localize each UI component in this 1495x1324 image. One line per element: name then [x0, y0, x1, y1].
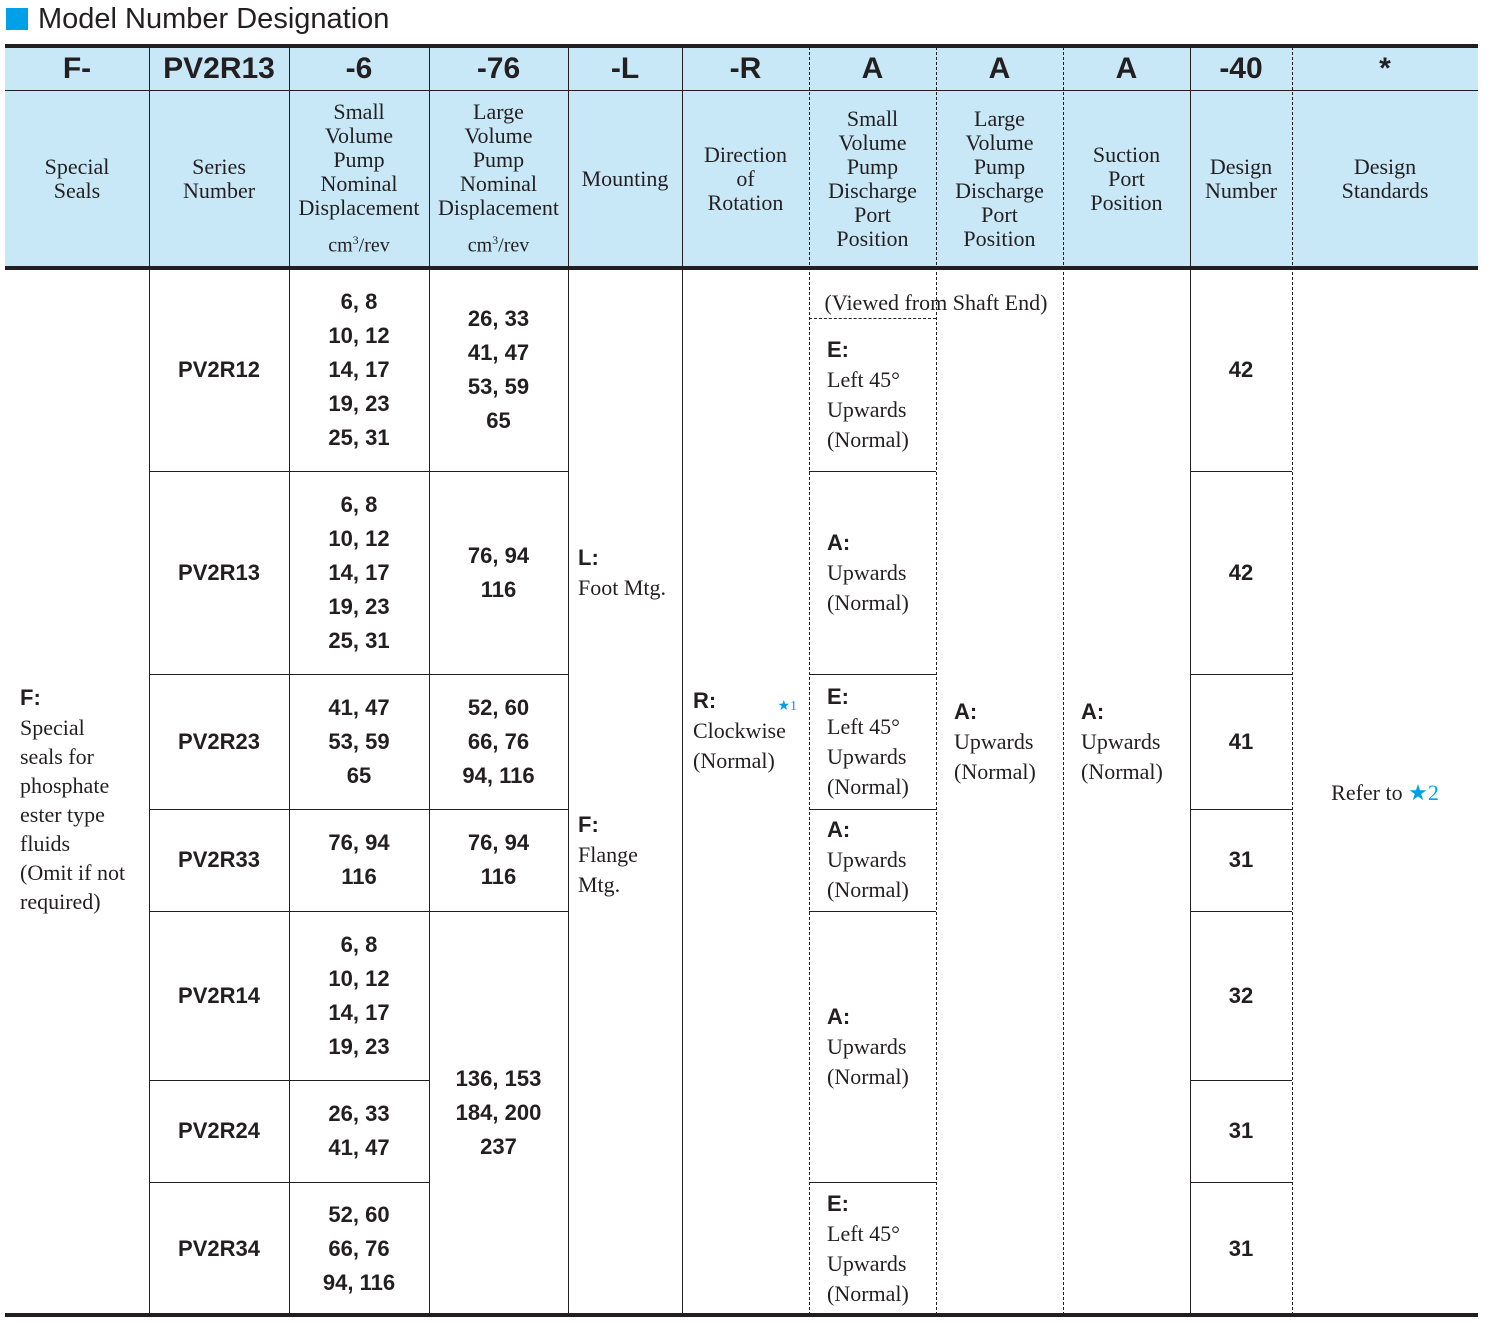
table-thick-rule: [5, 44, 1478, 48]
displacement-value: 41, 47: [328, 694, 390, 720]
option-code: F:: [578, 812, 599, 837]
design-number-cell: [1190, 268, 1292, 471]
table-rule: [809, 911, 936, 912]
title-square-icon: [6, 8, 28, 30]
large-displacement-cell: [429, 674, 568, 809]
header-small-port: [809, 90, 936, 268]
displacement-value: 53, 59: [328, 728, 390, 754]
code-cell: [1190, 47, 1292, 90]
displacement-value: 14, 17: [328, 356, 390, 382]
table-rule: [429, 809, 568, 810]
series-name: PV2R34: [178, 1235, 260, 1261]
series-cell: [149, 911, 289, 1080]
table-rule: [1190, 1182, 1292, 1183]
series-cell: [149, 1182, 289, 1315]
header-text: Position: [963, 226, 1036, 251]
header-text: Standards: [1341, 178, 1429, 203]
design-number: 31: [1228, 1235, 1254, 1261]
header-text: Design: [1209, 154, 1273, 179]
table-rule: [149, 471, 429, 472]
header-text: Port: [981, 202, 1018, 227]
design-number-cell: [1190, 1182, 1292, 1315]
displacement-value: 65: [346, 762, 372, 788]
header-large-displacement: [429, 90, 568, 268]
option-text: Upwards: [827, 559, 907, 585]
header-text: Volume: [965, 130, 1034, 155]
large-port-cell: [936, 697, 1063, 787]
option-text: Upwards: [827, 396, 907, 422]
header-text: Large: [974, 106, 1025, 131]
displacement-value: 66, 76: [328, 1235, 390, 1261]
table-rule: [1190, 47, 1191, 1315]
design-number-cell: [1190, 1080, 1292, 1182]
table-thick-rule: [5, 266, 1478, 270]
code-text: -6: [345, 51, 373, 85]
header-text: Displacement: [438, 195, 559, 221]
table-rule: [809, 47, 810, 1315]
header-text: Pump: [472, 147, 525, 173]
displacement-value: 10, 12: [328, 965, 390, 991]
header-small-displacement: [289, 90, 429, 268]
option-code: E:: [827, 1190, 849, 1216]
design-standards-text: [1331, 781, 1439, 805]
code-text: PV2R13: [163, 51, 275, 85]
displacement-value: 6, 8: [340, 931, 378, 957]
table-rule: [1190, 809, 1292, 810]
option-text: Upwards: [827, 1250, 907, 1276]
header-special-seals: [5, 90, 149, 268]
code-cell: [429, 47, 568, 90]
small-port-cell: [809, 674, 936, 809]
code-text: A: [1115, 51, 1138, 85]
displacement-value: 65: [486, 407, 511, 433]
displacement-value: 66, 76: [467, 728, 530, 754]
header-large-port: [936, 90, 1063, 268]
table-rule: [1292, 47, 1293, 1315]
table-rule: [429, 911, 568, 912]
code-text: -40: [1219, 51, 1263, 85]
option-text: Left 45°: [827, 366, 900, 392]
header-text: Large: [473, 99, 524, 125]
displacement-value: 53, 59: [467, 373, 530, 399]
displacement-value: 14, 17: [328, 559, 390, 585]
displacement-value: 19, 23: [328, 593, 390, 619]
header-text: Volume: [838, 130, 907, 155]
displacement-value: 184, 200: [455, 1100, 542, 1125]
code-cell: [5, 47, 149, 90]
table-rule: [149, 1182, 429, 1183]
series-name: PV2R24: [178, 1118, 260, 1143]
code-cell: [1063, 47, 1190, 90]
option-code: E:: [827, 683, 849, 709]
option-code: A:: [954, 699, 978, 724]
header-text: Discharge: [955, 178, 1044, 203]
displacement-value: 136, 153: [455, 1066, 542, 1091]
small-displacement-cell: [289, 471, 429, 674]
table-rule: [289, 47, 290, 1315]
displacement-value: 25, 31: [328, 627, 390, 653]
header-mounting: [568, 90, 682, 268]
option-text: Mtg.: [578, 872, 621, 897]
table-rule: [809, 674, 936, 675]
series-cell: [149, 268, 289, 471]
code-cell: [682, 47, 809, 90]
table-rule: [429, 471, 568, 472]
option-code: A:: [827, 1003, 851, 1029]
displacement-value: 6, 8: [340, 491, 378, 517]
design-number-cell: [1190, 471, 1292, 674]
small-displacement-cell: [289, 911, 429, 1080]
refer-text: Refer to: [1331, 780, 1409, 805]
displacement-value: 237: [480, 1134, 517, 1159]
design-number: 31: [1228, 1118, 1254, 1143]
displacement-value: 19, 23: [328, 390, 390, 416]
large-displacement-cell: [429, 268, 568, 471]
table-rule: [1190, 911, 1292, 912]
header-rotation: [682, 90, 809, 268]
displacement-value: 116: [480, 576, 517, 602]
option-text: Upwards: [827, 1033, 907, 1059]
table-rule: [429, 47, 430, 1315]
displacement-value: 41, 47: [328, 1135, 390, 1160]
option-text: Left 45°: [827, 1220, 900, 1246]
table-rule: [809, 1182, 936, 1183]
table-rule: [1190, 1080, 1292, 1081]
code-cell: [936, 47, 1063, 90]
table-rule: [936, 47, 937, 1315]
series-cell: [149, 1080, 289, 1182]
design-number-cell: [1190, 674, 1292, 809]
displacement-value: 76, 94: [467, 830, 530, 855]
option-text: seals for: [20, 744, 94, 769]
code-cell: [149, 47, 289, 90]
note-text: (Viewed from Shaft End): [824, 290, 1048, 315]
unit-label: $cm^3$/rev: [467, 233, 530, 257]
displacement-value: 76, 94: [467, 542, 530, 568]
series-cell: [149, 809, 289, 911]
option-code: F:: [20, 685, 41, 710]
header-text: Nominal: [320, 171, 398, 197]
header-text: Seals: [53, 178, 101, 203]
header-text: Port: [854, 202, 891, 227]
small-displacement-cell: [289, 1182, 429, 1315]
design-number: 41: [1228, 728, 1254, 754]
code-text: F-: [62, 51, 92, 85]
mounting-flange: [568, 810, 682, 900]
header-text: Pump: [973, 154, 1026, 179]
star-1-icon: ★1: [777, 699, 797, 714]
header-text: Design: [1353, 154, 1417, 179]
option-text: phosphate: [20, 773, 110, 798]
header-text: Pump: [333, 147, 385, 173]
option-text: (Normal): [827, 1063, 909, 1089]
table-thick-rule: [5, 1313, 1478, 1317]
option-text: (Normal): [693, 748, 775, 773]
series-name: PV2R33: [178, 847, 260, 872]
displacement-value: 10, 12: [328, 322, 390, 348]
displacement-value: 116: [480, 864, 517, 889]
large-displacement-cell: [429, 911, 568, 1315]
option-text: (Normal): [1081, 759, 1163, 784]
code-cell: [1292, 47, 1478, 90]
option-text: Upwards: [1081, 729, 1161, 754]
header-text: Series: [192, 154, 246, 179]
large-displacement-cell: [429, 809, 568, 911]
code-cell: [809, 47, 936, 90]
design-standards-note: [1292, 768, 1478, 818]
table-rule: [149, 911, 429, 912]
table-rule: [149, 674, 429, 675]
code-text: -R: [729, 51, 762, 85]
option-code: E:: [827, 336, 849, 362]
header-text: Number: [1204, 178, 1278, 203]
header-text: Special: [44, 154, 110, 179]
option-text: (Normal): [827, 1280, 909, 1306]
series-name: PV2R13: [178, 559, 260, 585]
series-name: PV2R23: [178, 728, 260, 754]
code-cell: [568, 47, 682, 90]
design-number: 31: [1228, 847, 1254, 872]
rotation-cell: [682, 686, 809, 776]
option-text: Flange: [578, 842, 638, 867]
mounting-foot: [568, 543, 682, 603]
header-text: Small: [846, 106, 899, 131]
displacement-value: 94, 116: [322, 1269, 396, 1295]
small-displacement-cell: [289, 268, 429, 471]
option-code: L:: [578, 545, 599, 570]
displacement-value: 26, 33: [467, 305, 530, 331]
table-rule: [682, 47, 683, 1315]
option-code: A:: [1081, 699, 1105, 724]
table-rule: [429, 674, 568, 675]
header-text: Small: [333, 99, 385, 125]
viewed-note-rule: [809, 318, 936, 319]
small-port-cell: [809, 318, 936, 471]
option-text: Upwards: [827, 743, 907, 769]
table-rule: [1190, 471, 1292, 472]
design-number: 42: [1228, 559, 1254, 585]
star-2-icon: ★2: [1408, 780, 1439, 805]
suction-port-cell: [1063, 697, 1190, 787]
large-displacement-cell: [429, 471, 568, 674]
series-name: PV2R14: [178, 982, 260, 1008]
option-text: required): [20, 889, 101, 914]
header-text: Pump: [846, 154, 899, 179]
header-text: of: [736, 166, 755, 191]
option-text: Left 45°: [827, 713, 900, 739]
small-port-cell: [809, 911, 936, 1182]
small-port-cell: [809, 1182, 936, 1315]
header-text: Discharge: [828, 178, 917, 203]
code-text: -76: [476, 51, 521, 85]
displacement-value: 76, 94: [328, 830, 390, 855]
header-text: Displacement: [298, 195, 420, 221]
table-rule: [149, 1080, 429, 1081]
series-name: PV2R12: [178, 356, 260, 382]
page-title: [6, 2, 389, 36]
option-text: Upwards: [827, 847, 907, 872]
option-text: Upwards: [954, 729, 1034, 754]
small-displacement-cell: [289, 809, 429, 911]
code-text: -L: [610, 51, 640, 85]
code-text: *: [1379, 51, 1391, 85]
header-text: Rotation: [707, 190, 784, 215]
displacement-value: 19, 23: [328, 1033, 390, 1059]
header-design-number: [1190, 90, 1292, 268]
option-text: (Normal): [954, 759, 1036, 784]
header-text: Mounting: [581, 166, 669, 191]
page-title-text: Model Number Designation: [38, 2, 390, 35]
unit-label: $cm^3$/rev: [328, 233, 390, 257]
displacement-value: 94, 116: [462, 762, 535, 788]
option-text: (Normal): [827, 426, 909, 452]
design-number-cell: [1190, 911, 1292, 1080]
option-code: A:: [827, 529, 851, 555]
design-number-cell: [1190, 809, 1292, 911]
header-text: Position: [836, 226, 909, 251]
option-code: A:: [827, 817, 851, 842]
small-port-cell: [809, 471, 936, 674]
small-displacement-cell: [289, 674, 429, 809]
small-port-cell: [809, 809, 936, 911]
displacement-value: 25, 31: [328, 424, 390, 450]
displacement-value: 6, 8: [340, 288, 378, 314]
option-text: (Omit if not: [20, 860, 126, 885]
small-displacement-cell: [289, 1080, 429, 1182]
header-text: Position: [1090, 190, 1163, 215]
series-cell: [149, 471, 289, 674]
displacement-value: 26, 33: [328, 1101, 390, 1126]
code-cell: [289, 47, 429, 90]
header-text: Suction: [1092, 142, 1161, 167]
table-rule: [149, 809, 429, 810]
code-text: A: [988, 51, 1011, 85]
header-text: Direction: [703, 142, 788, 167]
header-text: Volume: [324, 123, 394, 149]
displacement-value: 41, 47: [467, 339, 530, 365]
series-cell: [149, 674, 289, 809]
header-text: Number: [182, 178, 256, 203]
displacement-value: 52, 60: [328, 1201, 390, 1227]
option-text: ester type: [20, 802, 105, 827]
special-seals-cell: [5, 268, 149, 1315]
table-rule: [809, 809, 936, 810]
code-text: A: [861, 51, 884, 85]
header-design-standards: [1292, 90, 1478, 268]
table-rule: [809, 471, 936, 472]
design-number: 32: [1228, 982, 1254, 1008]
option-text: Foot Mtg.: [578, 575, 667, 600]
header-text: Port: [1108, 166, 1145, 191]
displacement-value: 10, 12: [328, 525, 390, 551]
design-number: 42: [1228, 356, 1254, 382]
header-series-number: [149, 90, 289, 268]
option-code: R:: [693, 688, 717, 713]
option-text: Special: [20, 715, 85, 740]
option-text: (Normal): [827, 589, 909, 615]
displacement-value: 14, 17: [328, 999, 390, 1025]
table-rule: [568, 47, 569, 1315]
option-text: (Normal): [827, 773, 909, 799]
displacement-value: 116: [341, 864, 377, 889]
table-rule: [149, 47, 150, 1315]
option-text: (Normal): [827, 877, 909, 902]
code-row-rule: [5, 90, 1478, 91]
header-text: Volume: [464, 123, 533, 149]
header-text: Nominal: [460, 171, 537, 197]
option-text: fluids: [20, 831, 71, 856]
table-rule: [1063, 47, 1064, 1315]
table-rule: [1190, 674, 1292, 675]
option-text: Clockwise: [693, 718, 786, 743]
header-suction-port: [1063, 90, 1190, 268]
displacement-value: 52, 60: [467, 694, 530, 720]
